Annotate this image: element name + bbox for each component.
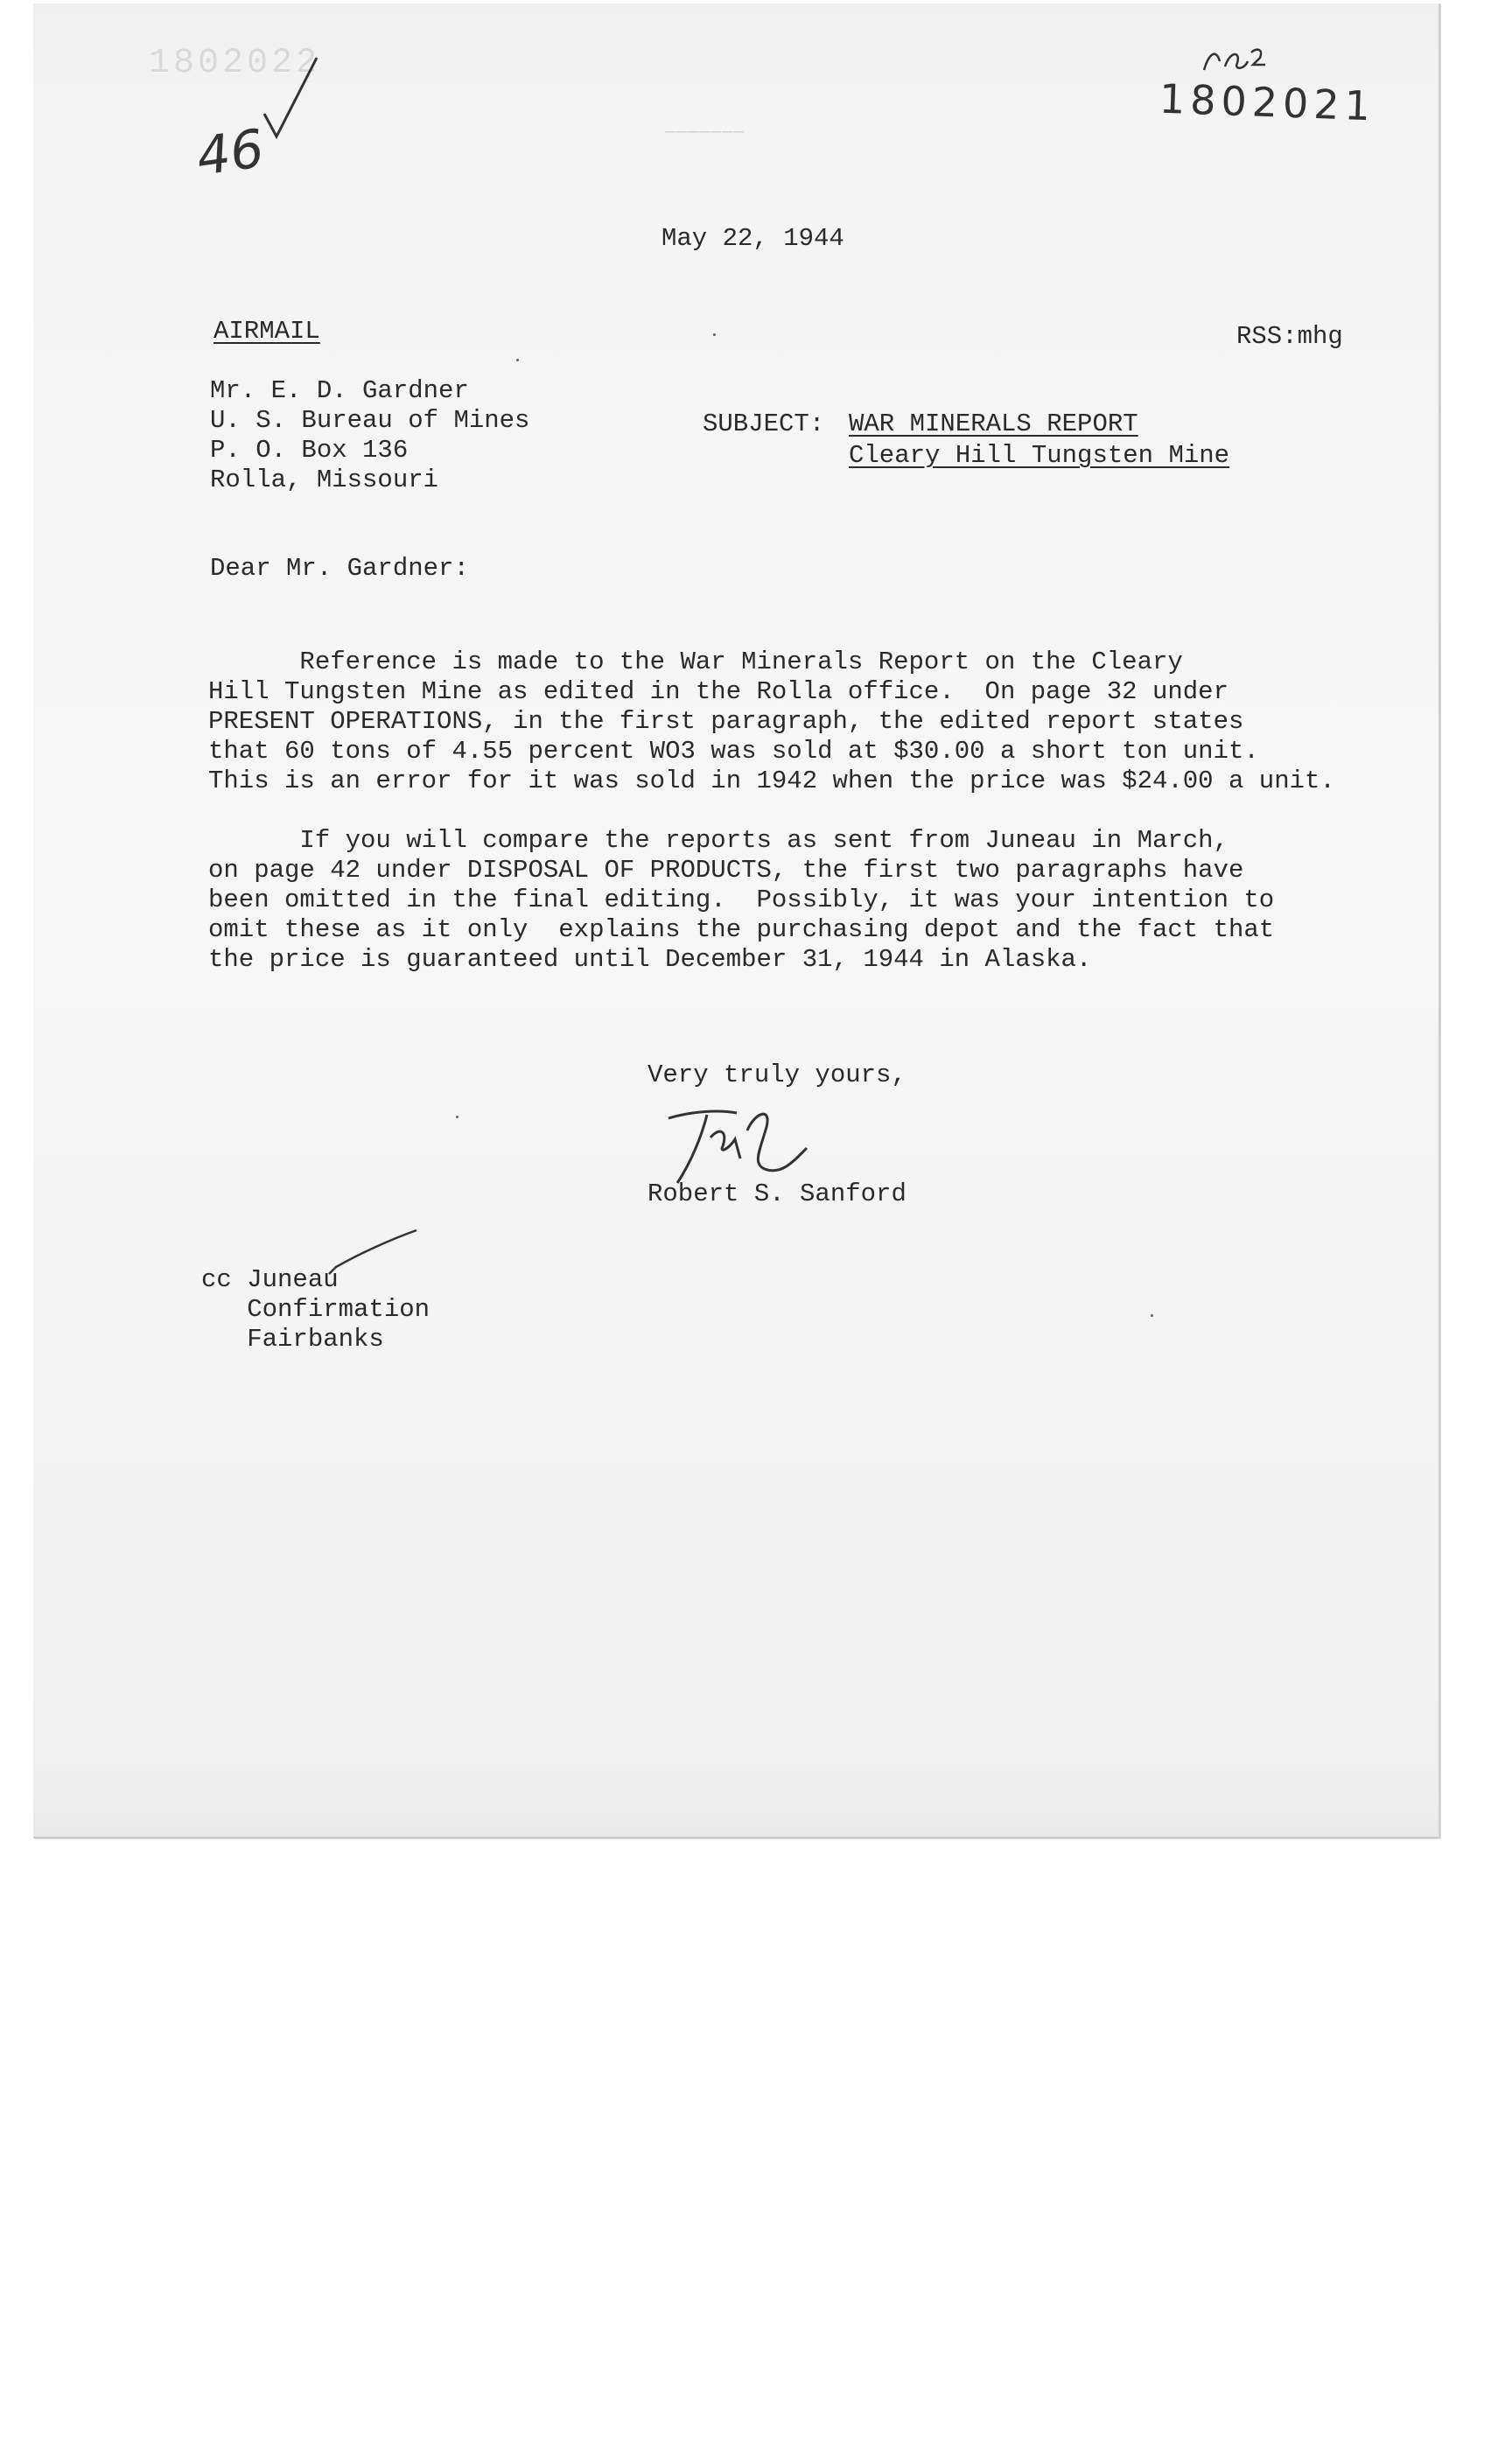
letter-date: May 22, 1944 (662, 224, 844, 253)
speck (713, 333, 716, 336)
subject-label: SUBJECT: (703, 410, 825, 438)
cc-line-1: cc Juneau (201, 1265, 339, 1294)
paragraph-1-line-5: This is an error for it was sold in 1942 when the price was $24.00 a unit. (208, 766, 1335, 795)
paragraph-1-line-4: that 60 tons of 4.55 percent WO3 was sold at $30.00 a short ton unit. (208, 737, 1259, 766)
paragraph-2-line-4: omit these as it only explains the purchasing depot and the fact that (208, 915, 1275, 944)
salutation: Dear Mr. Gardner: (210, 554, 469, 583)
bleed-through-mark: ——————— (665, 122, 746, 143)
speck (456, 1116, 458, 1118)
closing: Very truly yours, (648, 1060, 906, 1089)
recipient-box: P. O. Box 136 (210, 436, 409, 465)
recipient-name: Mr. E. D. Gardner (210, 376, 469, 405)
paragraph-1-line-3: PRESENT OPERATIONS, in the first paragraph, the edited report states (208, 707, 1244, 736)
speck (1151, 1314, 1153, 1317)
paragraph-2-line-3: been omitted in the final editing. Possibly, it was your intention to (208, 886, 1275, 914)
paragraph-2-line-2: on page 42 under DISPOSAL OF PRODUCTS, the first two paragraphs have (208, 856, 1244, 885)
recipient-org: U. S. Bureau of Mines (210, 406, 530, 435)
signer-name: Robert S. Sanford (648, 1180, 906, 1208)
subject-line-1: WAR MINERALS REPORT (849, 410, 1138, 438)
signature-icon (656, 1096, 822, 1192)
handwritten-number: 46 (192, 118, 268, 188)
cc-check-icon (326, 1227, 422, 1279)
cc-line-2: Confirmation (201, 1295, 430, 1324)
delivery-method: AIRMAIL (214, 317, 320, 346)
handwritten-note-icon (1199, 35, 1269, 88)
speck (516, 359, 519, 361)
file-number: 1802021 (1158, 74, 1376, 130)
paragraph-2-line-1: If you will compare the reports as sent from Juneau in March, (208, 826, 1228, 855)
reference-initials: RSS:mhg (1236, 322, 1343, 351)
bleed-through-number: 1802022 (149, 44, 321, 83)
paragraph-1-line-2: Hill Tungsten Mine as edited in the Rolla office. On page 32 under (208, 677, 1228, 706)
paragraph-2-line-5: the price is guaranteed until December 31, 1944 in Alaska. (208, 945, 1092, 974)
cc-line-3: Fairbanks (201, 1325, 384, 1354)
subject-line-2: Cleary Hill Tungsten Mine (849, 441, 1230, 470)
handwritten-check-icon (261, 52, 322, 149)
paragraph-1-line-1: Reference is made to the War Minerals Report on the Cleary (208, 648, 1183, 676)
recipient-city: Rolla, Missouri (210, 466, 439, 494)
